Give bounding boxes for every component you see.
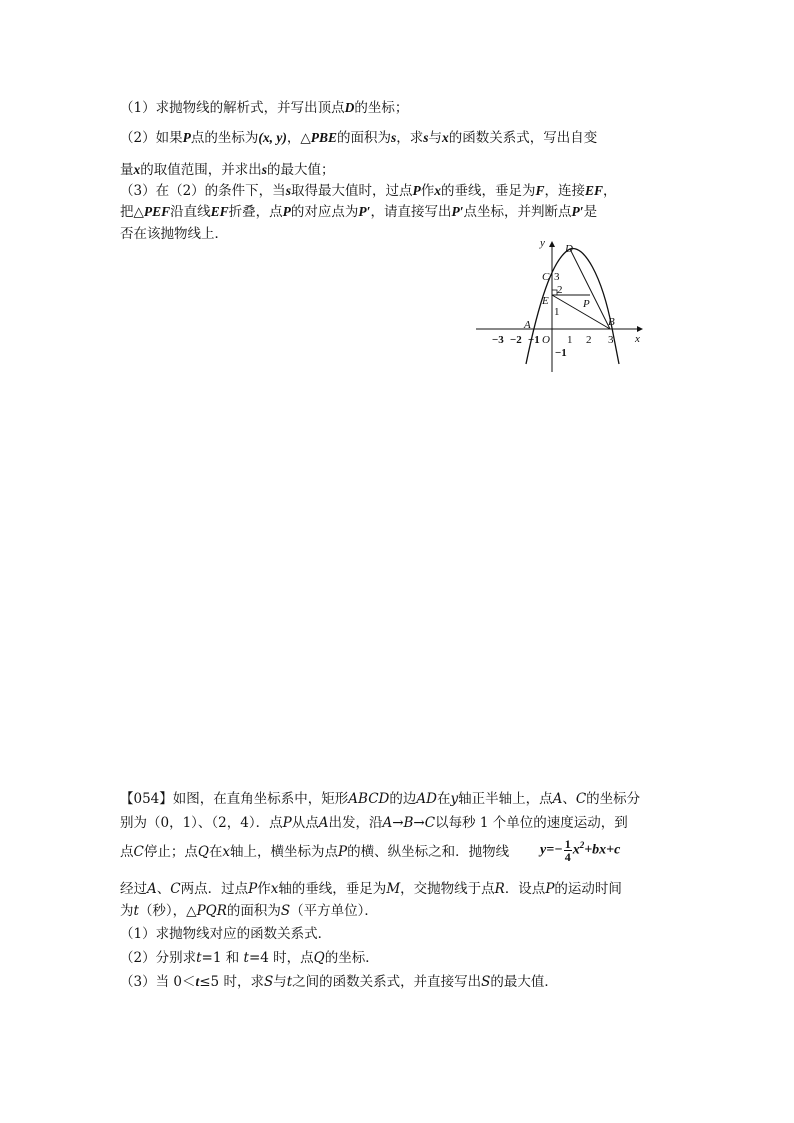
p1-question-1: （1）求抛物线的解析式，并写出顶点D的坐标； bbox=[120, 100, 409, 116]
point-label-c: C bbox=[542, 271, 550, 283]
p2-line-1: 【054】如图，在直角坐标系中，矩形ABCD的边AD在y轴正半轴上，点A、C的坐标分 bbox=[120, 791, 641, 807]
p1-question-3-line2: 把△PEF沿直线EF折叠，点P的对应点为P′，请直接写出P′点坐标，并判断点P′是 bbox=[120, 204, 598, 220]
p2-line-2: 别为（0，1）、（2，4）．点P从点A出发，沿A→B→C以每秒 1 个单位的速度运动，到 bbox=[120, 815, 628, 831]
p1-question-3-line3: 否在该抛物线上． bbox=[120, 226, 228, 242]
p2-question-1: （1）求抛物线对应的函数关系式． bbox=[120, 926, 332, 942]
p1-question-2: （2）如果P点的坐标为(x, y)，△PBE的面积为s，求s与x的函数关系式，写出自变 bbox=[120, 130, 598, 146]
tick-y-1: 1 bbox=[554, 306, 560, 318]
tick-x-neg2: −2 bbox=[510, 334, 522, 346]
p2-question-2: （2）分别求t=1 和 t=4 时，点Q的坐标． bbox=[120, 950, 379, 966]
p2-line-5: 为t（秒），△PQR的面积为S（平方单位）． bbox=[120, 903, 378, 919]
point-label-p: P bbox=[583, 298, 590, 310]
x-axis-label: x bbox=[635, 333, 640, 345]
tick-x-neg3: −3 bbox=[492, 334, 504, 346]
point-label-b: B bbox=[608, 316, 615, 328]
tick-x-3: 3 bbox=[608, 334, 614, 346]
p1-question-3-line1: （3）在（2）的条件下，当s取得最大值时，过点P作x的垂线，垂足为F，连接EF， bbox=[120, 183, 617, 199]
point-label-e: E bbox=[542, 295, 549, 307]
p1-question-2-cont: 量x的取值范围，并求出s的最大值； bbox=[120, 162, 335, 178]
p2-line-4: 经过A、C两点．过点P作x轴的垂线，垂足为M，交抛物线于点R．设点P的运动时间 bbox=[120, 881, 622, 897]
tick-y-2: 2 bbox=[557, 284, 563, 296]
parabola-curve bbox=[526, 248, 619, 364]
tick-x-neg1: −1 bbox=[528, 334, 540, 346]
p2-line-3: 点C停止；点Q在x轴上，横坐标为点P的横、纵坐标之和．抛物线 bbox=[120, 844, 510, 860]
parabola-figure bbox=[472, 236, 652, 374]
point-label-a: A bbox=[524, 319, 531, 331]
tick-x-1: 1 bbox=[567, 334, 573, 346]
p2-question-3: （3）当 0＜t≤5 时，求S与t之间的函数关系式，并直接写出S的最大值． bbox=[120, 974, 558, 990]
y-axis-label: y bbox=[540, 237, 545, 249]
point-label-d: D bbox=[565, 243, 573, 255]
tick-x-2: 2 bbox=[586, 334, 592, 346]
parabola-formula: y=− $\frac{1}{4}$ $x^2+bx+c$ bbox=[540, 837, 621, 864]
origin-label: O bbox=[542, 334, 550, 346]
tick-y-3: 3 bbox=[554, 271, 560, 283]
tick-y-neg1: −1 bbox=[555, 347, 567, 359]
